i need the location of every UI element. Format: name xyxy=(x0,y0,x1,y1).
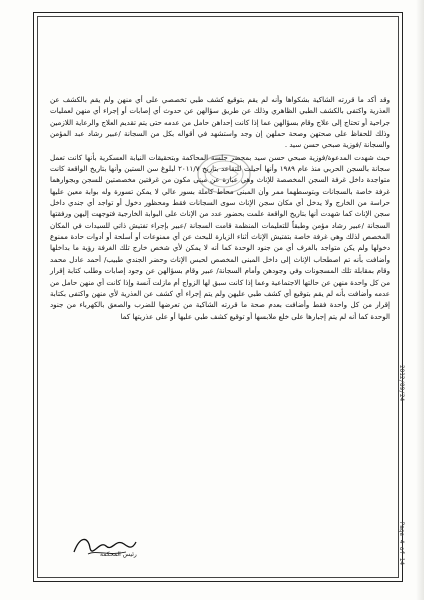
paragraph-1: وقد أكد ما قررته الشاكية بشكواها وأنه لم يقم بتوقيع كشف طبي تخصصي على أي منهن ولم يقم بالكشف عن العذرية واكتفى بالكشف الطبي الظاهري وذلك عن طريق سؤالهن عن حدوث أي إصابات أو إجراء أي منهن لعمليات جراحية أو تحتاج إلى علاج وقام بسؤالهن عما إذا كانت إحداهن حامل من عدمه حتى يتم تقديم العلاج والرعاية اللازمين وذلك للحفاظ على صحتهن وصحة حملهن إن وجد واستشهد في أقواله بكل من السجانة /عبير رشاد عبد المؤمن والسجانة /فوزية صبحي حسن سيد . xyxy=(50,95,390,150)
document-body xyxy=(50,94,390,323)
footer-page-number: Page 4 of 14 xyxy=(398,521,405,565)
paragraph-2: حيث شهدت المدعوة/فوزية صبحي حسن سيد بمحضر جلسة المحاكمة وبتحقيقات النيابة العسكرية بأنها كانت تعمل سجانة بالسجن الحربي منذ عام ١٩٨٩ وأنها أحيلت للتقاعد بتاريخ ٢٠١١/٧ لبلوغ سن الستين وأنها بتاريخ الواقعة كانت متواجدة داخل غرفة السجن المخصصة للإناث وهي عبارة عن مبنى مكون من غرفتين مخصصتين للسجن وبجوارهما غرفة خاصة بالسجانات وبتوسطهما ممر وأن المبنى محاط كاملة بسور عالي لا يمكن تسورة وله بوابة معين عليها حراسة من الخارج ولا يدخل أي مكان سجن الإناث سوى السجانات فقط ومحظور دخول أو تواجد أي جندي داخل سجن الإناث كما شهدت أنها بتاريخ الواقعة علمت بحضور عدد من الإناث على البوابة الخارجية فتوجهت إليهن ورفقتها السجانة /عبير رشاد مؤمن وطبقاً للتعليمات المنظمة قامت السجانة /عبير بإجراء تفتيش ذاتي للسيدات في المكان المخصص لذلك وهي غرفة خاصة بتفتيش الإناث أثناء الزيارة للبحث عن أي ممنوعات أو أسلحة أو أدوات حادة ممنوع دخولها ولم يكن متواجد بالغرف أي من جنود الوحدة كما أنه لا يمكن لأي شخص خارج تلك الغرفة رؤية ما بداخلها وأضافت بأنه تم اصطحاب الإناث إلى داخل المبنى المخصص لحبس الإناث وحضر الجندي طبيب/ أحمد عادل محمد وقام بمقابلة تلك المسجونات وفي وجودهن وأمام السجانة/ عبير وقام بسؤالهن عن وجود إصابات وطلب كتابة إقرار من كل واحدة منهن عن حالتها الاجتماعية وعما إذا كانت سبق لها الزواج أم مازلت آنسة وإذا كانت أي منهن حامل من عدمه وأضافت بأنه لم يقم بتوقيع أي كشف طبي عليهن ولم يتم إجراء أي كشف عن العذرية لأي منهن واكتفى بكتابة إقرار من كل واحدة فقط وأضافت بعدم صحة ما قررته الشاكية من تعرضها للضرب والصعق بالكهرباء من جنود الوحدة كما أنه لم يتم إجبارها على خلع ملابسها أو توقيع كشف طبي عليها أو على عذريتها كما xyxy=(50,152,390,321)
signature-label: رئيس المحكمة xyxy=(100,551,137,558)
footer-date: 2012/09/24 xyxy=(398,365,405,402)
scan-edge xyxy=(416,0,424,600)
page-footer xyxy=(391,365,405,565)
